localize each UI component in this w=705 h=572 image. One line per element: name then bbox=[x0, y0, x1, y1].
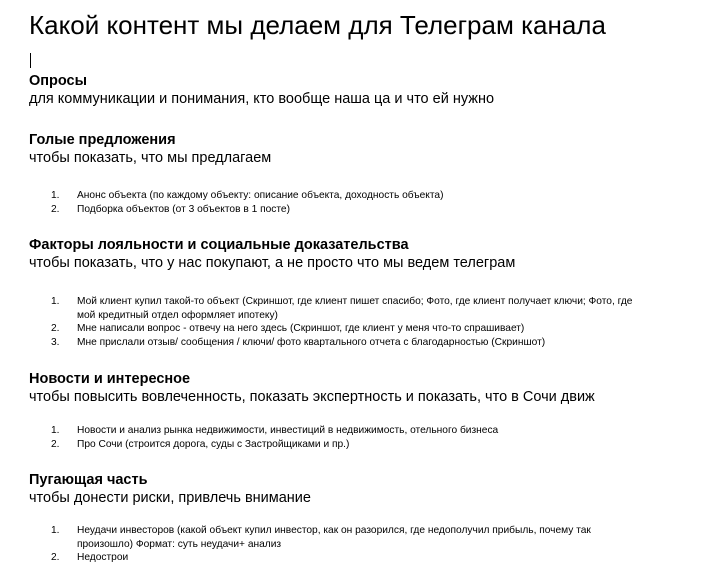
section-heading: Опросы bbox=[29, 73, 88, 89]
list-item-number: 1. bbox=[51, 425, 60, 436]
section-heading: Голые предложения bbox=[29, 132, 176, 148]
list-item bbox=[29, 203, 649, 217]
list-item bbox=[29, 551, 649, 565]
section-news bbox=[29, 370, 689, 407]
offers-list bbox=[29, 189, 649, 216]
list-item bbox=[29, 336, 649, 350]
list-item-number: 2. bbox=[51, 552, 60, 564]
list-item-number: 1. bbox=[51, 525, 60, 536]
section-heading: Факторы лояльности и социальные доказательства bbox=[29, 237, 409, 253]
list-item-number: 1. bbox=[51, 296, 60, 307]
section-polls bbox=[29, 72, 689, 109]
list-item-number: 2. bbox=[51, 323, 60, 335]
list-item-number: 1. bbox=[51, 190, 60, 201]
list-item-number: 2. bbox=[51, 438, 60, 450]
document-title: Какой контент мы делаем для Телеграм канала bbox=[29, 10, 606, 40]
section-scary bbox=[29, 471, 689, 508]
list-item bbox=[29, 424, 649, 438]
news-list bbox=[29, 424, 649, 451]
scary-list bbox=[29, 524, 649, 565]
loyalty-list bbox=[29, 295, 649, 349]
section-offers bbox=[29, 131, 689, 168]
list-item-text: Недострои bbox=[77, 552, 129, 564]
list-item-text: Мне написали вопрос - отвечу на него здесь (Скриншот, где клиент у меня что-то спрашивает) bbox=[77, 323, 525, 335]
list-item bbox=[29, 438, 649, 452]
list-item-text: Мне прислали отзыв/ сообщения / ключи/ фото квартального отчета с благодарностью (Скриншот) bbox=[77, 336, 546, 348]
section-subtitle: чтобы повысить вовлеченность, показать экспертность и показать, что в Сочи движ bbox=[29, 389, 595, 405]
section-subtitle: чтобы донести риски, привлечь внимание bbox=[29, 490, 311, 506]
section-subtitle: для коммуникации и понимания, кто вообще наша ца и что ей нужно bbox=[29, 91, 495, 107]
section-heading: Пугающая часть bbox=[29, 472, 148, 488]
section-heading: Новости и интересное bbox=[29, 371, 191, 387]
list-item-number: 2. bbox=[51, 203, 60, 215]
list-item-text: Мой клиент купил такой-то объект (Скриншот, где клиент пишет спасибо; Фото, где клиент получает ключи; Фото, где мой кредитный отдел оформляет ипотеку) bbox=[77, 296, 633, 321]
list-item bbox=[29, 524, 649, 551]
list-item-text: Подборка объектов (от 3 объектов в 1 посте) bbox=[77, 203, 290, 215]
section-loyalty bbox=[29, 236, 689, 273]
list-item bbox=[29, 322, 649, 336]
section-subtitle: чтобы показать, что у нас покупают, а не просто что мы ведем телеграм bbox=[29, 255, 516, 271]
section-subtitle: чтобы показать, что мы предлагаем bbox=[29, 150, 272, 166]
list-item-number: 3. bbox=[51, 336, 60, 348]
list-item-text: Новости и анализ рынка недвижимости, инвестиций в недвижимость, отельного бизнеса bbox=[77, 425, 499, 436]
list-item bbox=[29, 189, 649, 203]
text-cursor bbox=[30, 53, 31, 68]
list-item-text: Про Сочи (строится дорога, суды с Застройщиками и пр.) bbox=[77, 438, 350, 450]
list-item-text: Неудачи инвесторов (какой объект купил инвестор, как он разорился, где недополучил прибыль, почему так произошло) Формат: суть неудачи+ анализ bbox=[77, 525, 591, 550]
list-item bbox=[29, 295, 649, 322]
list-item-text: Анонс объекта (по каждому объекту: описание объекта, доходность объекта) bbox=[77, 190, 444, 201]
